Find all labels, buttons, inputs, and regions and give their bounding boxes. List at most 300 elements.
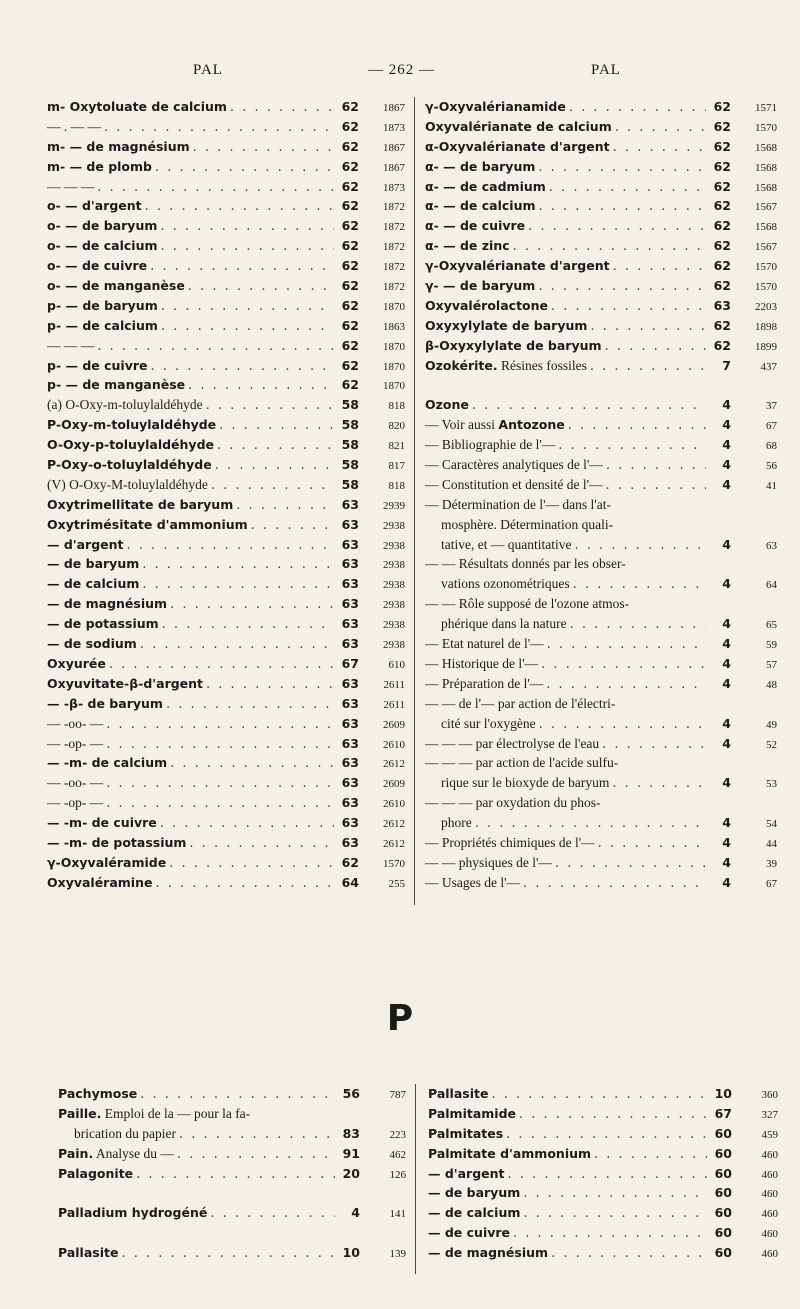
volume-number: 4 [722, 655, 731, 671]
index-entry [47, 734, 405, 754]
entry-note: — -oo- — [47, 775, 104, 791]
entry-text [425, 734, 599, 755]
index-entry [47, 614, 405, 634]
index-entry [428, 1144, 778, 1164]
volume-number: 62 [341, 377, 359, 393]
entry-line [47, 594, 405, 614]
dot-leader [210, 1204, 335, 1224]
entry-text [425, 356, 587, 377]
volume-number: 83 [342, 1125, 360, 1141]
page-ref: 44 [766, 837, 777, 850]
entry-text [425, 793, 600, 814]
dot-leader [539, 197, 706, 217]
dot-leader [151, 357, 334, 377]
entry-text [47, 714, 103, 735]
index-column-left-bottom [58, 1084, 406, 1263]
entry-note: — Voir aussi [425, 417, 499, 433]
entry-line [425, 753, 777, 773]
entry-note: — Constitution et densité de l'— [425, 476, 603, 492]
dot-leader [523, 1204, 707, 1224]
dot-leader [613, 257, 706, 277]
index-entry [47, 375, 405, 395]
dot-leader [161, 317, 334, 337]
dot-leader [491, 1085, 707, 1105]
entry-line [425, 356, 777, 376]
entry-line [425, 535, 777, 555]
entry-text [425, 276, 535, 297]
entry-term: α-Oxyvalérianate d'argent [425, 138, 610, 154]
volume-number: 62 [713, 278, 731, 294]
entry-term: O-Oxy-p-toluylaldéhyde [47, 437, 215, 453]
dot-leader [104, 118, 334, 138]
entry-text [441, 773, 609, 794]
volume-number: 63 [341, 576, 359, 592]
volume-number: 63 [341, 795, 359, 811]
dot-leader [590, 357, 706, 377]
entry-line [47, 654, 405, 674]
entry-text [47, 554, 139, 575]
entry-term: P-Oxy-m-toluylaldéhyde [47, 417, 217, 433]
dot-leader [166, 695, 334, 715]
page-ref: 437 [760, 360, 777, 373]
entry-text [425, 395, 469, 416]
index-entry [425, 276, 777, 296]
index-entry [425, 734, 777, 754]
dot-leader [142, 575, 334, 595]
volume-number: 60 [714, 1185, 732, 1201]
index-entry [47, 714, 405, 734]
index-entry [47, 276, 405, 296]
volume-number: 58 [341, 476, 359, 492]
entry-text [47, 654, 106, 675]
entry-note: (V) O-Oxy-M-toluylaldéhyde [47, 476, 208, 492]
volume-number: 63 [341, 834, 359, 850]
entry-line [47, 793, 405, 813]
entry-term: p- — de manganèse [47, 377, 186, 393]
entry-line [425, 853, 777, 873]
entry-line [47, 455, 405, 475]
page-ref: 53 [766, 778, 777, 791]
volume-number: 4 [722, 576, 731, 592]
dot-leader [170, 595, 334, 615]
entry-note: — Caractères analytiques de l'— [425, 457, 603, 473]
volume-number: 63 [341, 735, 359, 751]
entry-line [428, 1243, 778, 1263]
entry-line [428, 1164, 778, 1184]
entry-note: brication du papier [74, 1125, 176, 1141]
volume-number: 62 [713, 337, 731, 353]
entry-text [425, 475, 603, 496]
entry-text [47, 813, 157, 834]
index-entry [425, 157, 777, 177]
page-ref: 2203 [755, 300, 777, 313]
index-entry [47, 356, 405, 376]
page-ref: 1870 [383, 340, 405, 353]
index-entry [428, 1203, 778, 1223]
entry-note: — — de l'— par action de l'électri- [425, 695, 616, 711]
dot-leader [475, 814, 706, 834]
entry-text [428, 1164, 505, 1185]
entry-text [428, 1223, 510, 1244]
dot-leader [121, 1244, 335, 1264]
dot-leader [160, 217, 334, 237]
volume-number: 4 [722, 636, 731, 652]
entry-text [425, 196, 536, 217]
dot-leader [602, 735, 706, 755]
volume-number: 63 [341, 596, 359, 612]
index-entry [425, 753, 777, 793]
dot-leader [546, 675, 706, 695]
volume-number: 60 [714, 1245, 732, 1261]
page-ref: 2938 [383, 579, 405, 592]
entry-text [428, 1203, 520, 1224]
index-entry [428, 1164, 778, 1184]
dot-leader [549, 178, 706, 198]
entry-term: Antozone [498, 417, 565, 433]
entry-line [58, 1124, 406, 1144]
index-entry [47, 654, 405, 674]
index-entry [47, 435, 405, 455]
volume-number: 62 [713, 198, 731, 214]
entry-text [47, 734, 103, 755]
index-entry [47, 177, 405, 197]
entry-text [47, 375, 185, 396]
page-ref: 1570 [383, 857, 405, 870]
dot-leader [161, 237, 334, 257]
volume-number: 4 [722, 775, 731, 791]
dot-leader [523, 874, 706, 894]
entry-line [47, 236, 405, 256]
entry-line [47, 216, 405, 236]
page-ref: 460 [761, 1168, 778, 1181]
entry-note: — -oo- — [47, 715, 104, 731]
entry-note: — — physiques de l'— [425, 854, 552, 870]
entry-text [428, 1084, 488, 1105]
entry-term: — de magnésium [47, 596, 168, 612]
dot-leader [472, 396, 706, 416]
volume-number: 62 [713, 178, 731, 194]
index-entry [425, 674, 777, 694]
dot-leader [109, 655, 334, 675]
entry-text [425, 594, 629, 615]
entry-text [47, 515, 248, 536]
entry-line [47, 375, 405, 395]
entry-gap [425, 375, 777, 395]
page-ref: 1899 [755, 340, 777, 353]
entry-text [47, 97, 227, 118]
entry-term: o- — de calcium [47, 238, 158, 254]
dot-leader [528, 217, 706, 237]
volume-number: 4 [722, 476, 731, 492]
dot-leader [188, 376, 334, 396]
volume-number: 10 [714, 1086, 732, 1101]
entry-term: Oxyxylylate de baryum [425, 317, 588, 333]
volume-number: 62 [341, 357, 359, 373]
page-ref: 460 [761, 1228, 778, 1241]
page-ref: 54 [766, 818, 777, 831]
volume-number: 4 [722, 397, 731, 413]
entry-text [47, 873, 152, 894]
page-ref: 56 [766, 460, 777, 473]
entry-text [428, 1144, 591, 1165]
entry-term: — de calcium [47, 576, 140, 592]
entry-note: — Usages de l'— [425, 874, 521, 890]
entry-term: Palmitamide [428, 1105, 517, 1121]
page-ref: 821 [388, 440, 405, 453]
entry-term: β-Oxyxylylate de baryum [425, 337, 602, 353]
page-ref: 2609 [383, 778, 405, 791]
entry-line [47, 415, 405, 435]
page-ref: 459 [761, 1128, 778, 1141]
entry-note: — — Rôle supposé de l'ozone atmos- [425, 596, 630, 612]
dot-leader [519, 1105, 707, 1125]
volume-number: 4 [722, 874, 731, 890]
entry-text [441, 813, 472, 834]
entry-text [47, 594, 167, 615]
dot-leader [177, 1145, 335, 1165]
entry-text [441, 574, 570, 595]
entry-text [425, 634, 544, 655]
dot-leader [106, 735, 334, 755]
page-ref: 2611 [383, 698, 405, 711]
entry-text [58, 1243, 118, 1264]
entry-text [47, 833, 186, 854]
entry-line [425, 495, 777, 515]
volume-number: 4 [722, 675, 731, 691]
volume-number: 62 [341, 178, 359, 194]
page-ref: 1872 [383, 261, 405, 274]
entry-line [425, 177, 777, 197]
entry-term: o- — de manganèse [47, 278, 185, 294]
page-ref: 1570 [755, 121, 777, 134]
entry-line [58, 1104, 406, 1124]
index-entry [425, 256, 777, 276]
volume-number: 62 [341, 118, 359, 134]
volume-number: 62 [713, 238, 731, 254]
entry-line [428, 1144, 778, 1164]
index-entry [425, 475, 777, 495]
dot-leader [606, 476, 706, 496]
volume-number: 62 [713, 99, 731, 114]
page-ref: 67 [766, 877, 777, 890]
volume-number: 63 [341, 496, 359, 512]
entry-text [47, 177, 94, 198]
page-ref: 787 [389, 1089, 406, 1101]
page-ref: 2612 [383, 758, 405, 771]
entry-term: Palladium hydrogéné [58, 1205, 208, 1221]
page-ref: 1867 [383, 161, 405, 174]
page-ref: 1898 [755, 320, 777, 333]
index-entry [425, 853, 777, 873]
index-entry [47, 535, 405, 555]
entry-text [58, 1164, 133, 1185]
volume-number: 62 [341, 158, 359, 174]
index-entry [425, 97, 777, 117]
entry-text [425, 296, 548, 317]
volume-number: 62 [341, 297, 359, 313]
entry-text [425, 674, 543, 695]
entry-line [425, 654, 777, 674]
dot-leader [127, 536, 334, 556]
page-ref: 49 [766, 718, 777, 731]
entry-text [425, 117, 612, 138]
entry-line [425, 455, 777, 475]
index-entry [425, 356, 777, 376]
entry-term: Ozone [425, 397, 469, 413]
entry-text [58, 1104, 250, 1125]
entry-text [425, 833, 595, 854]
entry-line [47, 157, 405, 177]
index-entry [58, 1203, 406, 1223]
index-entry [428, 1104, 778, 1124]
page-ref: 67 [766, 420, 777, 433]
index-entry [47, 455, 405, 475]
entry-line [47, 117, 405, 137]
entry-note: (a) O-Oxy-m-toluylaldéhyde [47, 397, 203, 413]
entry-line [425, 117, 777, 137]
volume-number: 63 [341, 755, 359, 771]
page-ref: 818 [388, 479, 405, 492]
index-entry [425, 594, 777, 634]
dot-leader [523, 1184, 707, 1204]
dot-leader [508, 1165, 707, 1185]
volume-number: 62 [713, 118, 731, 134]
index-entry [47, 515, 405, 535]
entry-note: cité sur l'oxygène [441, 715, 536, 731]
entry-line [425, 873, 777, 893]
page-ref: 1872 [383, 221, 405, 234]
entry-note: mosphère. Détermination quali- [441, 516, 614, 532]
entry-line [425, 276, 777, 296]
entry-note: — — — [47, 178, 95, 194]
page-ref: 2938 [383, 639, 405, 652]
entry-line [47, 495, 405, 515]
entry-line [47, 515, 405, 535]
page-ref: 1870 [383, 300, 405, 313]
entry-text [425, 873, 520, 894]
entry-line [425, 793, 777, 813]
entry-text [425, 654, 538, 675]
index-entry [47, 296, 405, 316]
entry-gap [58, 1183, 406, 1203]
page-ref: 1570 [755, 281, 777, 294]
entry-line [425, 97, 777, 117]
dot-leader [106, 794, 334, 814]
page-ref: 2612 [383, 837, 405, 850]
entry-line [47, 694, 405, 714]
entry-line [425, 296, 777, 316]
page-ref: 2612 [383, 818, 405, 831]
index-entry [425, 495, 777, 555]
entry-text [47, 614, 159, 635]
dot-leader [188, 277, 334, 297]
entry-line [428, 1203, 778, 1223]
index-entry [47, 574, 405, 594]
index-entry [47, 216, 405, 236]
index-entry [425, 117, 777, 137]
volume-number: 63 [341, 815, 359, 831]
page-ref: 818 [388, 400, 405, 413]
entry-term: γ-Oxyvaléramide [47, 854, 167, 870]
entry-term: γ-Oxyvalérianamide [425, 99, 566, 114]
index-entry [425, 694, 777, 734]
entry-term: Oxytrimésitate d'ammonium [47, 516, 248, 532]
entry-text [425, 177, 546, 198]
volume-number: 58 [341, 437, 359, 453]
volume-number: 63 [341, 775, 359, 791]
dot-leader [551, 297, 706, 317]
entry-term: α- — de zinc [425, 238, 510, 254]
entry-text [47, 137, 190, 158]
index-entry [58, 1084, 406, 1104]
volume-number: 4 [722, 735, 731, 751]
page-ref: 2938 [383, 619, 405, 632]
dot-leader [215, 456, 334, 476]
page-ref: 1873 [383, 181, 405, 194]
entry-term: — de baryum [47, 556, 140, 572]
volume-number: 62 [713, 317, 731, 333]
index-entry [47, 773, 405, 793]
volume-number: 4 [722, 854, 731, 870]
index-entry [47, 475, 405, 495]
entry-term: — d'argent [428, 1165, 505, 1181]
page-ref: 2938 [383, 599, 405, 612]
entry-line [425, 734, 777, 754]
index-entry [47, 594, 405, 614]
volume-number: 60 [714, 1145, 732, 1161]
page-ref: 360 [761, 1089, 778, 1101]
entry-note: vations ozonométriques [441, 576, 570, 592]
entry-line [58, 1084, 406, 1104]
dot-leader [613, 138, 706, 158]
entry-text [47, 753, 167, 774]
index-entry [47, 495, 405, 515]
entry-term: m- Oxytoluate de calcium [47, 99, 227, 114]
entry-line [428, 1124, 778, 1144]
index-column-right-top [425, 97, 777, 893]
index-entry [58, 1144, 406, 1164]
entry-text [425, 694, 615, 715]
entry-text [441, 714, 536, 735]
index-entry [425, 415, 777, 435]
entry-term: — de baryum [428, 1185, 521, 1201]
dot-leader [574, 536, 706, 556]
entry-line [47, 137, 405, 157]
entry-term: p- — de calcium [47, 317, 158, 333]
entry-line [47, 535, 405, 555]
volume-number: 63 [341, 636, 359, 652]
page-ref: 59 [766, 639, 777, 652]
entry-text [425, 495, 611, 516]
entry-term: α- — de cuivre [425, 218, 526, 234]
entry-gap [58, 1223, 406, 1243]
dot-leader [193, 138, 334, 158]
page-ref: 1867 [383, 141, 405, 154]
dot-leader [513, 237, 706, 257]
entry-line [425, 395, 777, 415]
running-head-left: PAL [193, 62, 223, 78]
volume-number: 62 [341, 218, 359, 234]
entry-note: — — — par oxydation du phos- [425, 795, 601, 811]
dot-leader [569, 98, 706, 118]
page-number: — 262 — [368, 62, 435, 78]
entry-text [47, 773, 103, 794]
volume-number: 4 [722, 834, 731, 850]
entry-term: — d'argent [47, 536, 124, 552]
entry-note: — — Résultats donnés par les obser- [425, 556, 626, 572]
entry-note: — -op- — [47, 795, 104, 811]
entry-line [425, 435, 777, 455]
